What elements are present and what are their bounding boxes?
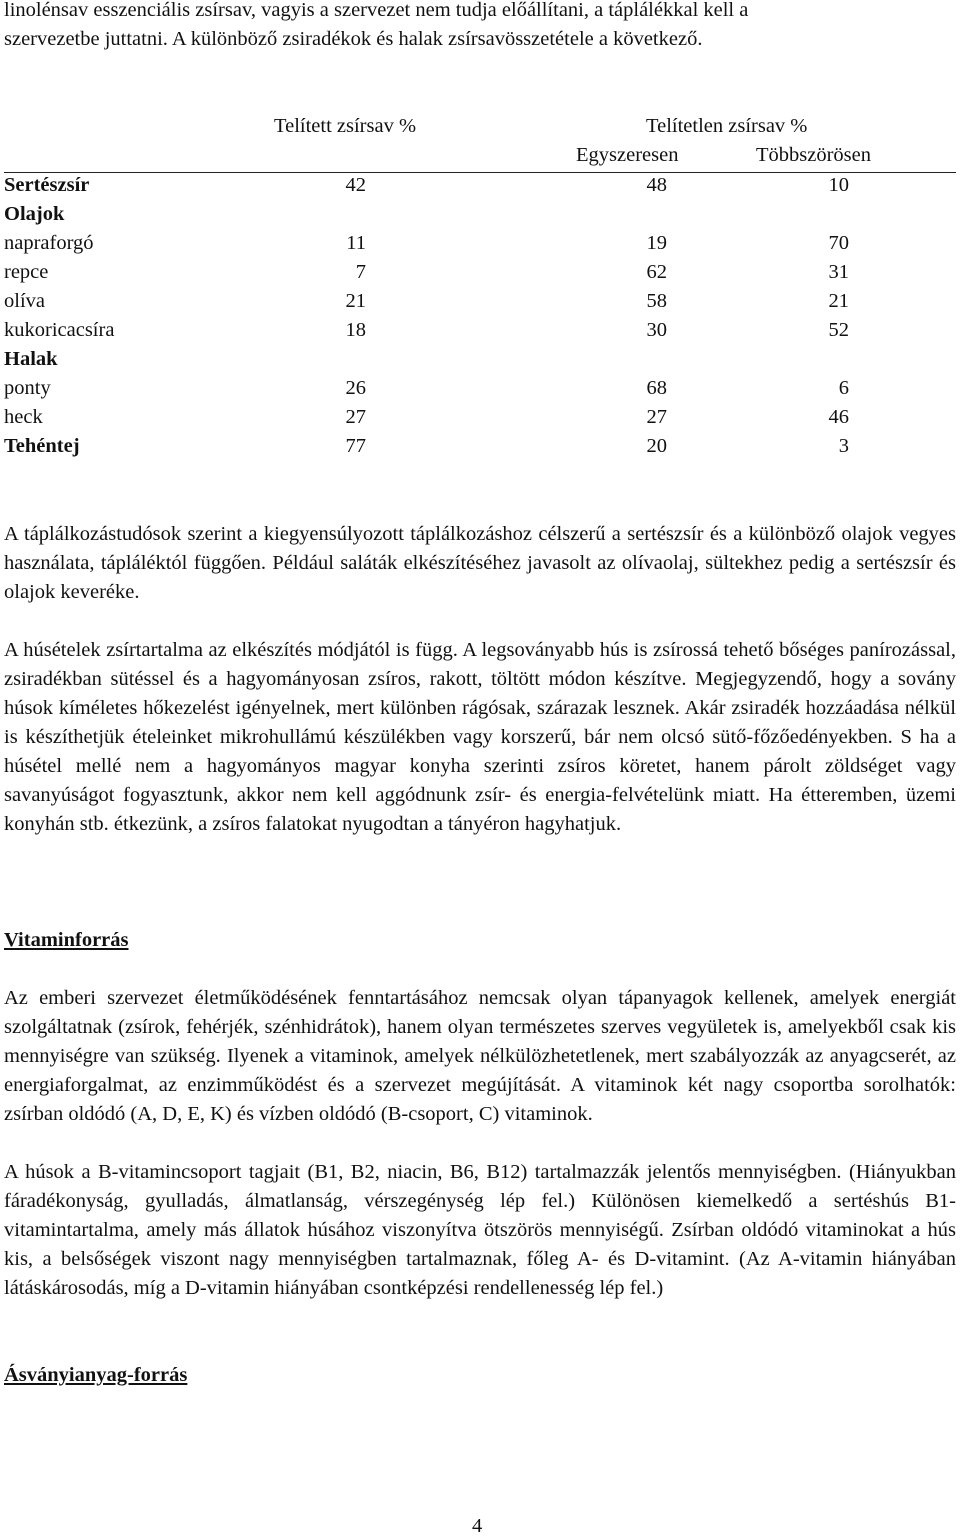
cell-saturated: 21 xyxy=(345,290,366,312)
row-label: ponty xyxy=(4,377,51,399)
paragraph-nutrition-experts: A táplálkozástudósok szerint a kiegyensúlyozott táplálkozáshoz célszerű a sertészsír és a különböző olajok vegyes használata, tápláléktól függően. Például saláták elkészítéséhez javasolt az olívaolaj, sültekhez pedig a sertészsír és olajok keveréke. xyxy=(4,523,956,603)
intro-line-1: linolénsav esszenciális zsírsav, vagyis a szervezet nem tudja előállítani, a táplálékkal kell a xyxy=(4,0,749,21)
header-unsaturated: Telítetlen zsírsav % xyxy=(646,115,808,137)
cell-saturated: 18 xyxy=(345,319,366,341)
table-row xyxy=(4,374,956,402)
cell-poly: 70 xyxy=(828,232,849,254)
cell-mono: 62 xyxy=(646,261,667,283)
cell-mono: 19 xyxy=(646,232,667,254)
header-poly: Többszörösen xyxy=(756,144,872,166)
row-label: repce xyxy=(4,261,49,283)
table-row xyxy=(4,229,956,257)
cell-mono: 68 xyxy=(646,377,667,399)
row-label: Halak xyxy=(4,348,58,370)
row-label: kukoricacsíra xyxy=(4,319,115,341)
cell-poly: 10 xyxy=(828,174,849,196)
cell-saturated: 11 xyxy=(346,232,366,254)
table-row xyxy=(4,345,956,373)
paragraph-vitamin-2: A húsok a B-vitamincsoport tagjait (B1, B2, niacin, B6, B12) tartalmazzák jelentős mennyiségben. (Hiányukban fáradékonyság, gyulladás, álmatlanság, vérszegénység lép fel.) Különösen kiemelkedő a sertéshús B1-vitamintartalma, amely más állatok húsához viszonyítva ötszörös mennyiségű. Zsírban oldódó vitaminokat a hús kis, a belsőségek viszont nagy mennyiségben tartalmaznak, főleg A- és D-vitamint. (Az A-vitamin hiányában látáskárosodás, míg a D-vitamin hiányában csontképzési rendellenesség lép fel.) xyxy=(4,1161,956,1299)
header-saturated: Telített zsírsav % xyxy=(274,115,417,137)
table-row xyxy=(4,287,956,315)
header-mono: Egyszeresen xyxy=(576,144,679,166)
row-label: heck xyxy=(4,406,43,428)
table-header-row-1 xyxy=(4,112,956,140)
cell-poly: 6 xyxy=(838,377,849,399)
cell-saturated: 77 xyxy=(345,435,366,457)
table-row xyxy=(4,432,956,460)
row-label: Tehéntej xyxy=(4,435,80,457)
table-row xyxy=(4,171,956,199)
paragraph-vitamin-1: Az emberi szervezet életműködésének fenntartásához nemcsak olyan tápanyagok kellenek, amelyek energiát szolgáltatnak (zsírok, fehérjék, szénhidrátok), hanem olyan természetes szerves vegyületek is, amelyekből csak kis mennyiségre van szükség. Ilyenek a vitaminok, amelyek nélkülözhetetlenek, mert szabályozzák az anyagcserét, az energiaforgalmat, az enzimműködést és a szervezet megújítását. A vitaminok két nagy csoportba sorolhatók: zsírban oldódó (A, D, E, K) és vízben oldódó (B-csoport, C) vitaminok. xyxy=(4,987,956,1125)
paragraph-meat-fat: A húsételek zsírtartalma az elkészítés módjától is függ. A legsoványabb hús is zsírossá tehető bőséges panírozással, zsiradékban sütéssel és a hagyományosan zsíros, rakott, töltött módon készítve. Megjegyzendő, hogy a sovány húsok kíméletes hőkezelést igényelnek, mert különben rágósak, szárazak lesznek. Akár zsiradék hozzáadása nélkül is készíthetjük ételeinket mikrohullámú készülékben vagy korszerű, bár nem olcsó sütő-főzőedényekben. S ha a húsétel mellé nem a hagyományos magyar konyha szerinti zsíros köretet, hanem párolt zöldséget vagy savanyúságot fogyasztunk, akkor nem kell aggódnunk zsír- és energia-felvételünk miatt. Ha étteremben, üzemi konyhán stb. étkezünk, a zsíros falatokat nyugodtan a tányéron hagyhatjuk. xyxy=(4,639,956,835)
cell-mono: 30 xyxy=(646,319,667,341)
cell-poly: 52 xyxy=(828,319,849,341)
cell-mono: 20 xyxy=(646,435,667,457)
cell-mono: 27 xyxy=(646,406,667,428)
cell-poly: 3 xyxy=(838,435,849,457)
cell-mono: 58 xyxy=(646,290,667,312)
row-label: Olajok xyxy=(4,203,65,225)
cell-saturated: 7 xyxy=(355,261,366,283)
cell-saturated: 42 xyxy=(345,174,366,196)
cell-saturated: 27 xyxy=(345,406,366,428)
table-row xyxy=(4,258,956,286)
table-row xyxy=(4,316,956,344)
row-label: olíva xyxy=(4,290,45,312)
heading-mineral: Ásványianyag-forrás xyxy=(4,1364,188,1386)
cell-mono: 48 xyxy=(646,174,667,196)
cell-saturated: 26 xyxy=(345,377,366,399)
row-label: napraforgó xyxy=(4,232,94,254)
table-header-row-2 xyxy=(4,141,956,169)
heading-vitamin: Vitaminforrás xyxy=(4,929,129,951)
cell-poly: 31 xyxy=(828,261,849,283)
table-row xyxy=(4,200,956,228)
table-row xyxy=(4,403,956,431)
row-label: Sertészsír xyxy=(4,174,90,196)
page-number: 4 xyxy=(472,1515,483,1537)
cell-poly: 46 xyxy=(828,406,849,428)
cell-poly: 21 xyxy=(828,290,849,312)
intro-line-2: szervezetbe juttatni. A különböző zsiradékok és halak zsírsavösszetétele a következő. xyxy=(4,28,703,50)
